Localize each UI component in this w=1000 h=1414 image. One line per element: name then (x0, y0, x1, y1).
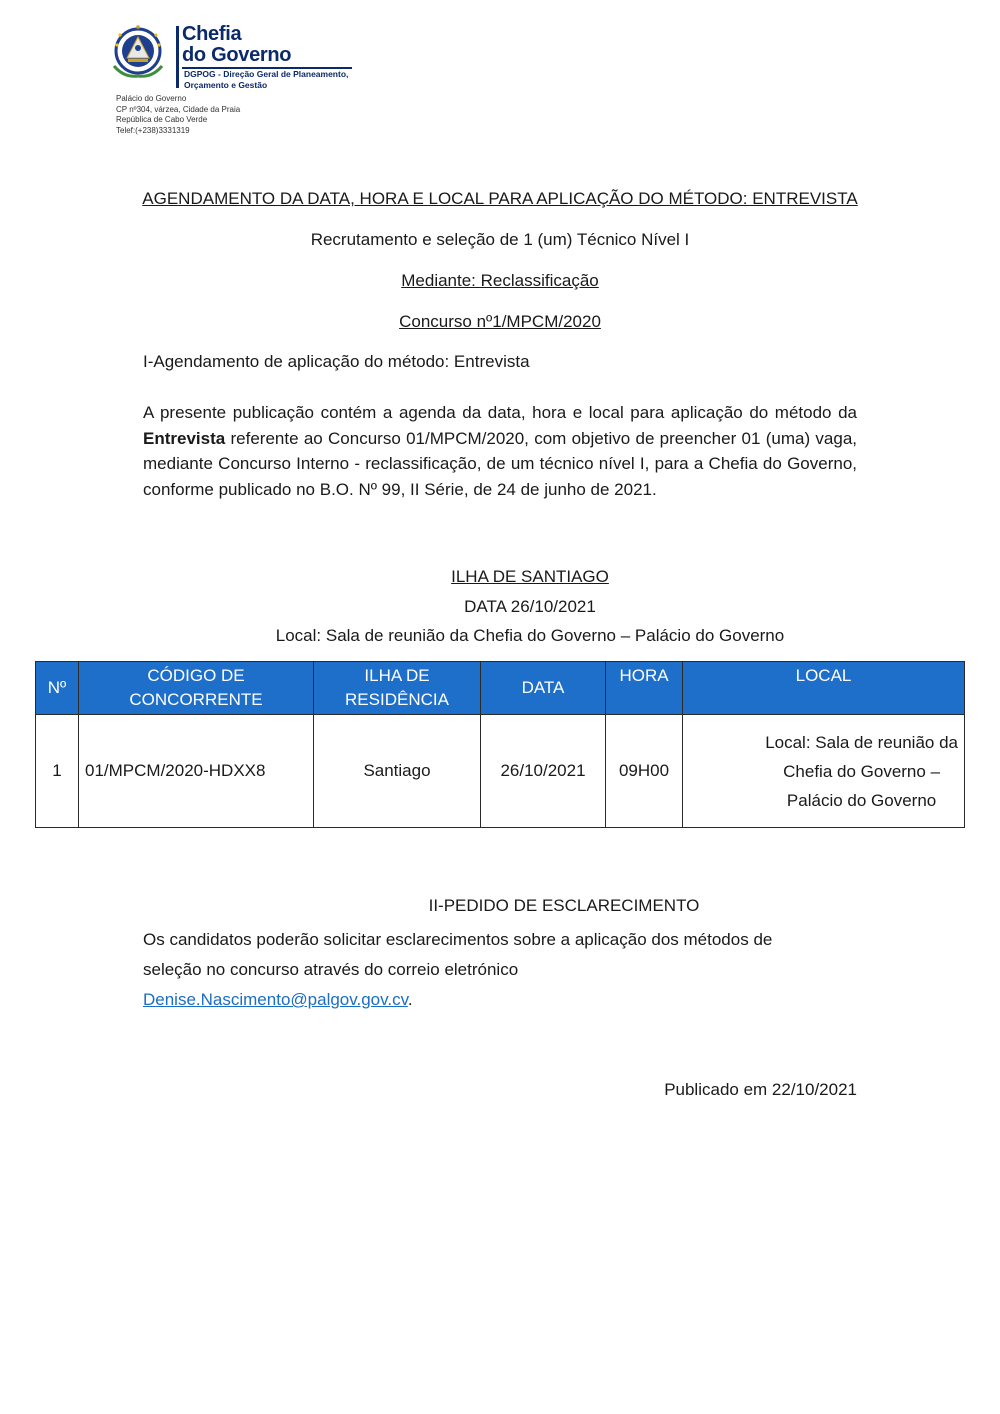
contest-number: Concurso nº1/MPCM/2020 (399, 312, 601, 331)
local-line: Chefia do Governo – (783, 761, 941, 781)
section1-heading: I-Agendamento de aplicação do método: Entrevista (143, 352, 530, 371)
cell-candidate-code: 01/MPCM/2020-HDXX8 (79, 715, 314, 828)
cell-date: 26/10/2021 (481, 715, 606, 828)
local-line: Local: Sala de reunião da (765, 732, 958, 752)
address-block (116, 94, 240, 136)
address-line: Telef:(+238)3331319 (116, 125, 190, 135)
org-name-line2: do Governo (182, 45, 352, 69)
org-name (182, 24, 352, 69)
local-line: Palácio do Governo (786, 790, 937, 810)
header-divider (176, 26, 179, 88)
table-header-row (36, 662, 965, 715)
local-text (765, 728, 958, 815)
cell-local (683, 715, 965, 828)
document-subtitle: Recrutamento e seleção de 1 (um) Técnico Nível I (310, 230, 690, 249)
header-text: RESIDÊNCIA (345, 690, 449, 709)
header-text: CÓDIGO DE (147, 666, 245, 685)
address-line: República de Cabo Verde (116, 115, 208, 124)
address-line: CP nº304, várzea, Cidade da Praia (116, 104, 241, 114)
session-location: Local: Sala de reunião da Chefia do Governo – Palácio do Governo (275, 626, 785, 645)
header-time: HORA (606, 662, 683, 715)
department-line2: Orçamento e Gestão (184, 80, 268, 90)
section2-line: seleção no concurso através do correio eletrónico (143, 960, 519, 979)
org-name-line1: Chefia (182, 23, 242, 45)
recruitment-mode: Mediante: Reclassificação (401, 271, 599, 290)
published-date: Publicado em 22/10/2021 (664, 1080, 857, 1099)
cell-island: Santiago (314, 715, 481, 828)
coat-of-arms-icon (108, 24, 168, 82)
section2-email-line (143, 985, 857, 1015)
session-island: ILHA DE SANTIAGO (451, 567, 609, 586)
header-text: ILHA DE (364, 666, 430, 685)
paragraph-text: referente ao Concurso 01/MPCM/2020, com objetivo de preencher 01 (uma) vaga, mediante Concurso Interno - reclassificação, de um técnico nível I, para a Chefia do Governo, conforme publicado no B.O. Nº 99, II Série, de 24 de junho de 2021. (143, 428, 857, 499)
header-number: Nº (36, 662, 79, 715)
department-line1: DGPOG - Direção Geral de Planeamento, (184, 69, 349, 79)
schedule-table (35, 661, 965, 828)
paragraph-emphasis: Entrevista (143, 428, 226, 448)
address-line: Palácio do Governo (116, 94, 187, 103)
section1-paragraph (143, 400, 857, 502)
letterhead (108, 24, 368, 140)
header-date: DATA (481, 662, 606, 715)
section2-line: Os candidatos poderão solicitar esclarecimentos sobre a aplicação dos métodos de (143, 930, 773, 949)
header-candidate-code (79, 662, 314, 715)
email-link[interactable]: Denise.Nascimento@palgov.gov.cv (143, 990, 408, 1009)
cell-number: 1 (36, 715, 79, 828)
header-island (314, 662, 481, 715)
cell-time: 09H00 (606, 715, 683, 828)
paragraph-text: A presente publicação contém a agenda da data, hora e local para aplicação do método da (143, 403, 857, 422)
header-local: LOCAL (683, 662, 965, 715)
period: . (407, 990, 413, 1009)
table-row (36, 715, 965, 828)
section2-paragraph (143, 925, 857, 1015)
header-text: CONCORRENTE (129, 690, 263, 709)
section2-heading: II-PEDIDO DE ESCLARECIMENTO (428, 896, 700, 915)
department-name (184, 69, 374, 91)
document-title: AGENDAMENTO DA DATA, HORA E LOCAL PARA APLICAÇÃO DO MÉTODO: ENTREVISTA (142, 189, 858, 208)
session-date: DATA 26/10/2021 (464, 597, 596, 616)
